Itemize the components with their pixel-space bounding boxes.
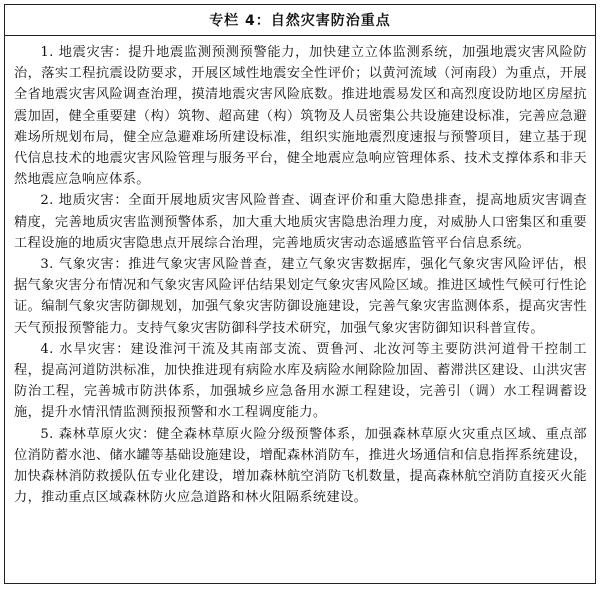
column-title: 专栏 4：自然灾害防治重点: [5, 5, 595, 36]
item-meteorological-disaster: 3. 气象灾害：推进气象灾害风险普查，建立气象灾害数据库，强化气象灾害风险评估，根据气象灾害分布情况和气象灾害风险评估结果划定气象灾害风险区域。推进区域性气候可行性论证。编制气象灾害防御规划，加强气象灾害防御设施建设，完善气象灾害监测体系，提高灾害性天气预报预警能力。支持气象灾害防御科学技术研究，加强气象灾害防御知识科普宣传。: [14, 257, 587, 336]
item-flood-drought-disaster: 4. 水旱灾害：建设淮河干流及其南部支流、贾鲁河、北汝河等主要防洪河道骨干控制工程，提高河道防洪标准，加快推进现有病险水库及病险水闸除险加固、蓄滞洪区建设、山洪灾害防治工程，完善城市防洪体系，加强城乡应急备用水源工程建设，完善引（调）水工程调蓄设施，提升水情汛情监测预报预警和水工程调度能力。: [14, 341, 587, 421]
item-earthquake-disaster: 1. 地震灾害：提升地震监测预测预警能力，加快建立立体监测系统，加强地震灾害风险防治，落实工程抗震设防要求，开展区域性地震安全性评价；以黄河流域（河南段）为重点，开展全省地震灾害风险调查治理，摸清地震灾害风险底数。推进地震易发区和高烈度设防地区房屋抗震加固，健全重要建（构）筑物、超高建（构）筑物及人员密集公共设施建设标准，完善应急避难场所规划布局，健全应急避难场所建设标准，组织实施地震烈度速报与预警项目，建立基于现代信息技术的地震灾害风险管理与服务平台，健全地震应急响应管理体系、技术支撑体系和非天然地震应急响应体系。: [14, 45, 587, 188]
column-body: [5, 36, 595, 508]
item-geological-disaster: 2. 地质灾害：全面开展地质灾害风险普查、调查评价和重大隐患排查，提高地质灾害调查精度，完善地质灾害监测预警体系，加大重大地质灾害隐患治理力度，对威胁人口密集区和重要工程设施的地质灾害隐患点开展综合治理，完善地质灾害动态遥感监管平台信息系统。: [14, 193, 587, 251]
special-column-box: [4, 4, 596, 584]
item-forest-grassland-fire: 5. 森林草原火灾：健全森林草原火险分级预警体系，加强森林草原火灾重点区域、重点部位消防蓄水池、储水罐等基础设施建设，增配森林消防车，推进火场通信和信息指挥系统建设，加快森林消防救援队伍专业化建设，增加森林航空消防飞机数量，提高森林航空消防直接灭火能力，推动重点区域森林防火应急道路和林火阻隔系统建设。: [14, 426, 587, 506]
